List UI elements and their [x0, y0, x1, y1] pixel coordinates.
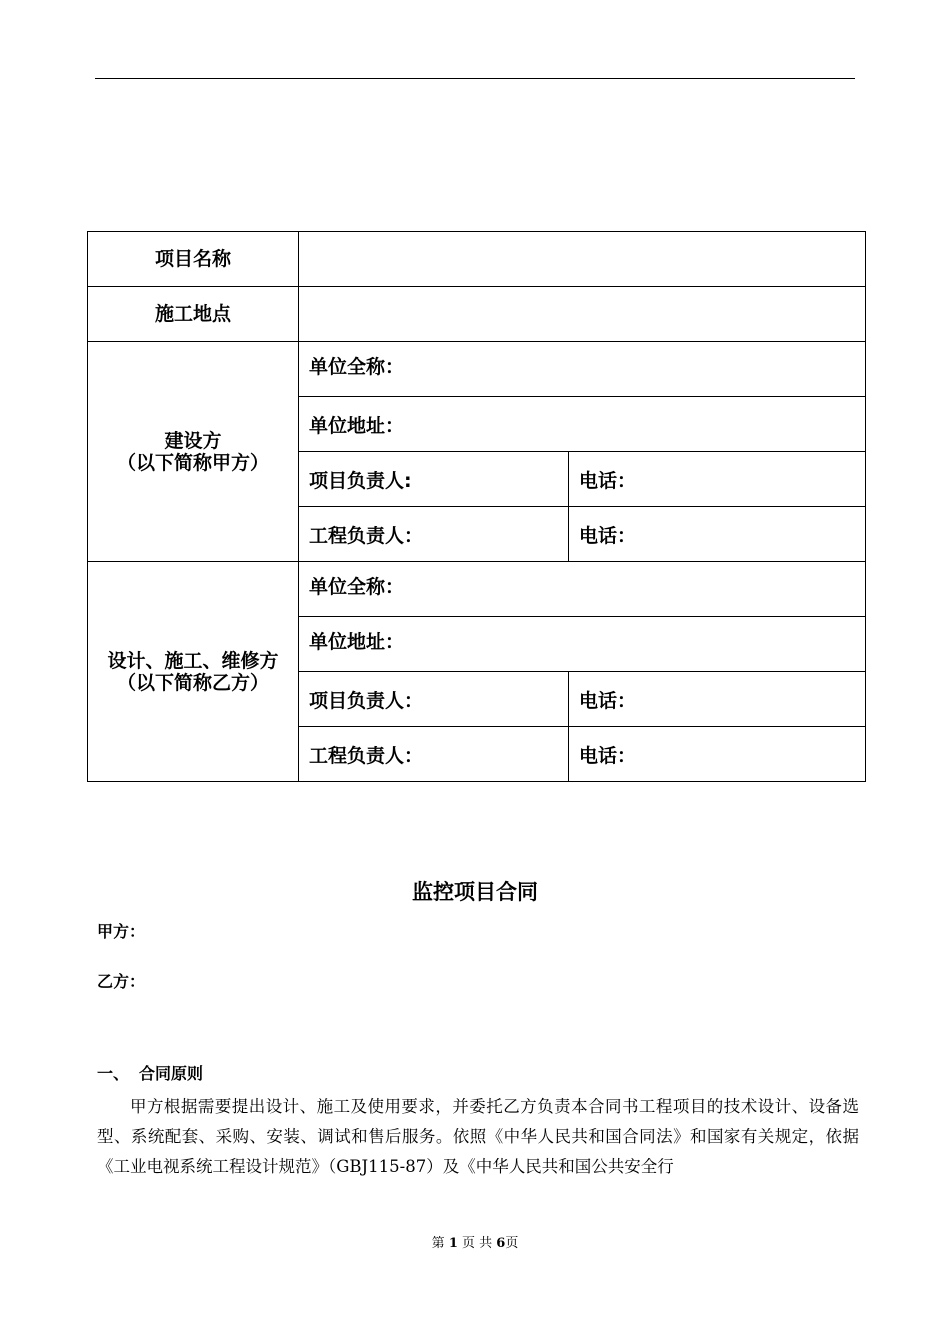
party-b-title: 设计、施工、维修方	[107, 649, 279, 672]
party-a-engineering-lead-phone-field[interactable]: 电话：	[569, 507, 866, 562]
site-label: 施工地点	[88, 287, 299, 342]
party-a-group-label	[88, 342, 299, 562]
party-a-title: 建设方	[164, 429, 222, 452]
table-row	[88, 287, 866, 342]
party-a-project-lead-phone-field[interactable]: 电话：	[569, 452, 866, 507]
party-b-project-lead-phone-field[interactable]: 电话：	[569, 672, 866, 727]
section-title: 合同原则	[139, 1064, 204, 1083]
party-b-engineering-lead-phone-field[interactable]: 电话：	[569, 727, 866, 782]
section-body-text: 甲方根据需要提出设计、施工及使用要求，并委托乙方负责本合同书工程项目的技术设计、设备选型、系统配套、采购、安装、调试和售后服务。依照《中华人民共和国合同法》和国家有关规定，依据《工业电视系统工程设计规范》（GBJ115-87）及《中华人民共和国公共安全行	[97, 1097, 859, 1176]
table-row	[88, 232, 866, 287]
project-info-table	[87, 231, 866, 782]
table-row	[88, 342, 866, 397]
section-heading	[97, 1061, 203, 1084]
site-value[interactable]	[299, 287, 866, 342]
footer-total-pages: 6	[496, 1236, 506, 1251]
party-b-subtitle: （以下简称乙方）	[116, 671, 269, 694]
party-a-unit-name-field[interactable]: 单位全称：	[299, 342, 866, 397]
party-b-unit-name-field[interactable]: 单位全称：	[299, 562, 866, 617]
party-a-project-lead-field[interactable]: 项目负责人:	[299, 452, 569, 507]
project-name-label: 项目名称	[88, 232, 299, 287]
footer-prefix: 第	[431, 1236, 445, 1251]
project-name-value[interactable]	[299, 232, 866, 287]
header-rule	[95, 78, 855, 79]
page-footer	[0, 1232, 950, 1251]
section-number: 一、	[97, 1064, 130, 1083]
party-a-unit-address-field[interactable]: 单位地址：	[299, 397, 866, 452]
party-a-subtitle: （以下简称甲方）	[116, 451, 269, 474]
footer-suffix: 页	[505, 1236, 519, 1251]
footer-page-number: 1	[448, 1236, 458, 1251]
party-a-line: 甲方：	[97, 922, 146, 941]
party-b-unit-address-field[interactable]: 单位地址：	[299, 617, 866, 672]
party-b-project-lead-field[interactable]: 项目负责人：	[299, 672, 569, 727]
party-a-engineering-lead-field[interactable]: 工程负责人：	[299, 507, 569, 562]
party-b-line: 乙方：	[97, 972, 146, 991]
party-b-engineering-lead-field[interactable]: 工程负责人：	[299, 727, 569, 782]
contract-title: 监控项目合同	[412, 880, 538, 904]
table-row	[88, 562, 866, 617]
footer-middle: 页 共	[462, 1236, 493, 1251]
party-b-group-label	[88, 562, 299, 782]
